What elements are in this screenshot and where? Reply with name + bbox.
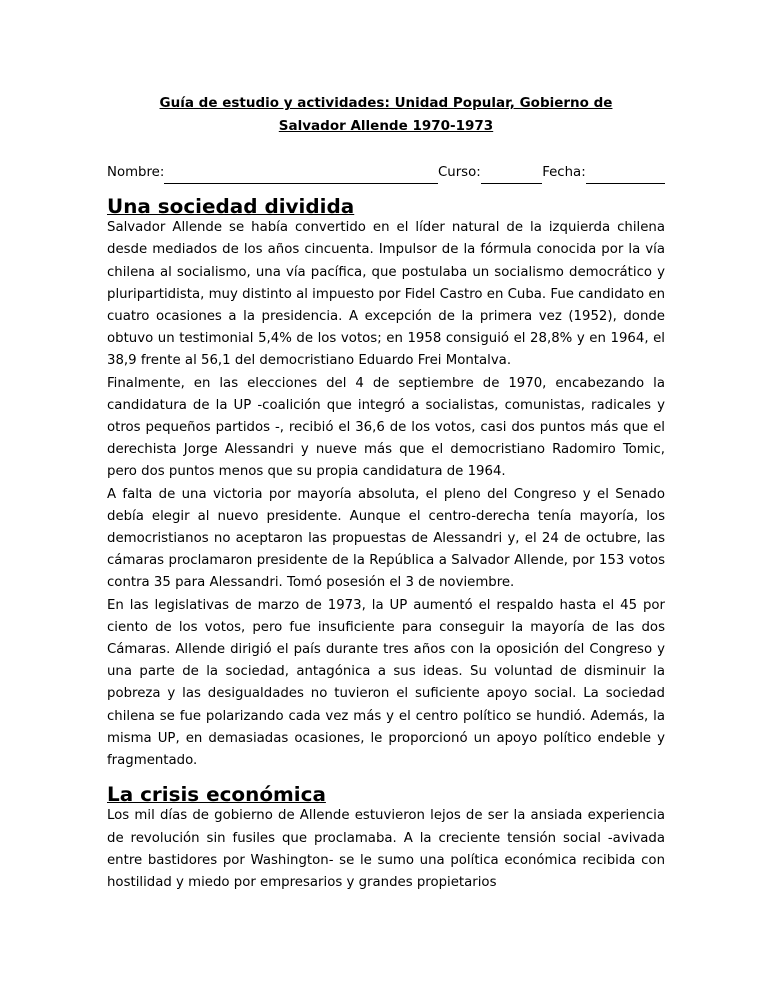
paragraph: A falta de una victoria por mayoría absoluta, el pleno del Congreso y el Senado debía elegir al nuevo presidente. Aunque el centro-derecha tenía mayoría, los democristianos no aceptaron las propuestas de Alessandri y, el 24 de octubre, las cámaras proclamaron presidente de la República a Salvador Allende, por 153 votos contra 35 para Alessandri. Tomó posesión el 3 de noviembre. (107, 486, 665, 591)
section-heading-crisis: La crisis económica (107, 782, 326, 807)
paragraph: En las legislativas de marzo de 1973, la UP aumentó el respaldo hasta el 45 por ciento de los votos, pero fue insuficiente para conseguir la mayoría de las dos Cámaras. Allende dirigió el país durante tres años con la oposición del Congreso y una parte de la sociedad, antagónica a sus ideas. Su voluntad de disminuir la pobreza y las desigualdades no tuvieron el suficiente apoyo social. La sociedad chilena se fue polarizando cada vez más y el centro político se hundió. Además, la misma UP, en demasiadas ocasiones, le proporcionó un apoyo político endeble y fragmentado. (107, 597, 665, 769)
title-line-1: Guía de estudio y actividades: Unidad Popular, Gobierno de (159, 95, 613, 111)
document-page (107, 92, 665, 894)
course-blank (481, 167, 542, 184)
student-info-row (107, 162, 665, 184)
title-line-2: Salvador Allende 1970-1973 (278, 118, 494, 134)
paragraph: Los mil días de gobierno de Allende estuvieron lejos de ser la ansiada experiencia de revolución sin fusiles que proclamaba. A la creciente tensión social -avivada entre bastidores por Washington- se le sumo una política económica recibida con hostilidad y miedo por empresarios y grandes propietarios (107, 808, 665, 891)
name-label: Nombre: (107, 164, 165, 180)
date-blank (586, 167, 665, 184)
section-heading-sociedad: Una sociedad dividida (107, 194, 355, 218)
date-label: Fecha: (542, 164, 586, 180)
paragraph: Finalmente, en las elecciones del 4 de septiembre de 1970, encabezando la candidatura de la UP -coalición que integró a socialistas, comunistas, radicales y otros pequeños partidos -, recibió el 36,6 de los votos, casi dos puntos más que el derechista Jorge Alessandri y nueve más que el democristiano Radomiro Tomic, pero dos puntos menos que su propia candidatura de 1964. (107, 375, 665, 480)
name-blank (164, 167, 438, 184)
paragraph: Salvador Allende se había convertido en el líder natural de la izquierda chilena desde mediados de los años cincuenta. Impulsor de la fórmula conocida por la vía chilena al socialismo, una vía pacífica, que postulaba un socialismo democrático y pluripartidista, muy distinto al impuesto por Fidel Castro en Cuba. Fue candidato en cuatro ocasiones a la presidencia. A excepción de la primera vez (1952), donde obtuvo un testimonial 5,4% de los votos; en 1958 consiguió el 28,8% y en 1964, el 38,9 frente al 56,1 del democristiano Eduardo Frei Montalva. (107, 220, 665, 369)
document-title (107, 92, 665, 138)
course-label: Curso: (437, 164, 481, 180)
